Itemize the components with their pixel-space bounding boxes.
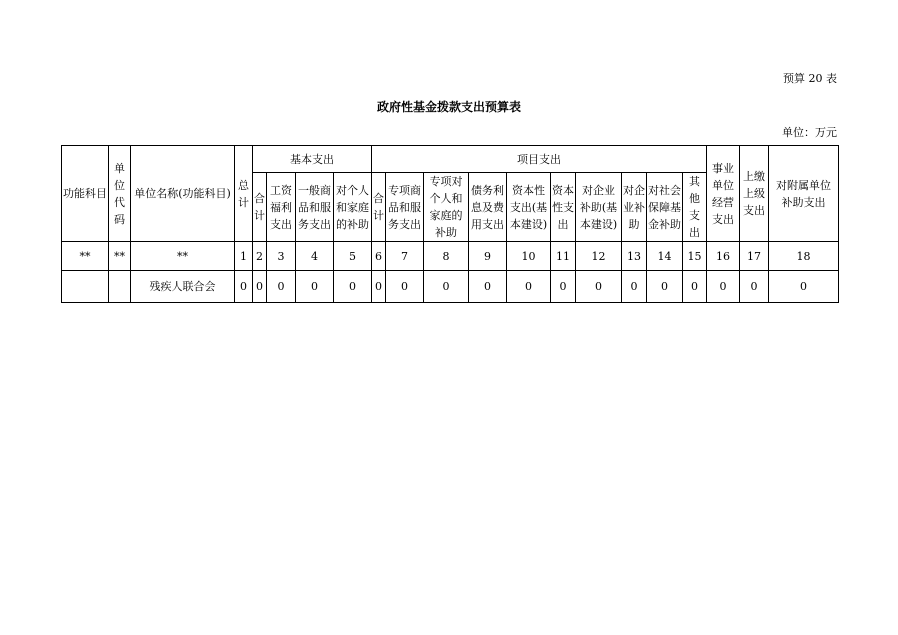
code-cell: 7 [386, 242, 424, 271]
unit-label: 单位：万元 [782, 126, 837, 139]
cell-value: 0 [576, 271, 622, 303]
cell-value: 0 [622, 271, 647, 303]
budget-table [61, 145, 839, 303]
header-unit-code: 单 位 代 码 [109, 146, 131, 242]
code-cell: ** [62, 242, 109, 271]
header-total: 总 计 [235, 146, 253, 242]
code-cell: 8 [424, 242, 469, 271]
table-row [62, 271, 839, 303]
code-cell: 18 [769, 242, 839, 271]
code-cell: 2 [253, 242, 267, 271]
header-business-expenditure: 事业 单位 经营 支出 [707, 146, 740, 242]
code-cell: 12 [576, 242, 622, 271]
cell-unit-name: 残疾人联合会 [131, 271, 235, 303]
code-cell: 14 [647, 242, 683, 271]
header-social-security: 对社会 保障基 金补助 [647, 173, 683, 242]
header-project-total: 合 计 [372, 173, 386, 242]
code-cell: 13 [622, 242, 647, 271]
cell-function-subject [62, 271, 109, 303]
header-function-subject: 功能科目 [62, 146, 109, 242]
cell-value: 0 [267, 271, 296, 303]
page-number: 预算 20 表 [783, 72, 837, 85]
cell-value: 0 [647, 271, 683, 303]
header-basic-expenditure: 基本支出 [253, 146, 372, 173]
code-cell: 16 [707, 242, 740, 271]
cell-value: 0 [469, 271, 507, 303]
header-special-family: 专项对 个人和 家庭的 补助 [424, 173, 469, 242]
cell-value: 0 [551, 271, 576, 303]
cell-value: 0 [235, 271, 253, 303]
code-cell: 11 [551, 242, 576, 271]
header-capital: 资本 性支 出 [551, 173, 576, 242]
header-basic-total: 合 计 [253, 173, 267, 242]
cell-value: 0 [386, 271, 424, 303]
cell-value: 0 [707, 271, 740, 303]
cell-value: 0 [424, 271, 469, 303]
header-unit-name: 单位名称(功能科目) [131, 146, 235, 242]
header-other: 其 他 支 出 [683, 173, 707, 242]
code-cell: 9 [469, 242, 507, 271]
code-cell: 6 [372, 242, 386, 271]
header-row-1 [62, 146, 839, 173]
code-cell: 10 [507, 242, 551, 271]
header-wages: 工资 福利 支出 [267, 173, 296, 242]
cell-unit-code [109, 271, 131, 303]
header-superior-payment: 上缴 上级 支出 [740, 146, 769, 242]
cell-value: 0 [740, 271, 769, 303]
code-cell: 17 [740, 242, 769, 271]
header-debt-interest: 债务利 息及费 用支出 [469, 173, 507, 242]
code-cell: ** [131, 242, 235, 271]
code-cell: 5 [334, 242, 372, 271]
code-cell: 1 [235, 242, 253, 271]
header-enterprise-basic: 对企业 补助(基 本建设) [576, 173, 622, 242]
code-cell: 4 [296, 242, 334, 271]
header-capital-basic: 资本性 支出(基 本建设) [507, 173, 551, 242]
cell-value: 0 [372, 271, 386, 303]
cell-value: 0 [683, 271, 707, 303]
header-project-expenditure: 项目支出 [372, 146, 707, 173]
table-title: 政府性基金拨款支出预算表 [376, 100, 521, 114]
header-goods-services: 一般商 品和服 务支出 [296, 173, 334, 242]
code-cell: ** [109, 242, 131, 271]
cell-value: 0 [507, 271, 551, 303]
cell-value: 0 [334, 271, 372, 303]
cell-value: 0 [253, 271, 267, 303]
code-row [62, 242, 839, 271]
header-enterprise: 对企 业补 助 [622, 173, 647, 242]
cell-value: 0 [769, 271, 839, 303]
header-family-subsidy: 对个人 和家庭 的补助 [334, 173, 372, 242]
header-special-goods: 专项商 品和服 务支出 [386, 173, 424, 242]
cell-value: 0 [296, 271, 334, 303]
code-cell: 3 [267, 242, 296, 271]
code-cell: 15 [683, 242, 707, 271]
header-affiliated-subsidy: 对附属单位 补助支出 [769, 146, 839, 242]
